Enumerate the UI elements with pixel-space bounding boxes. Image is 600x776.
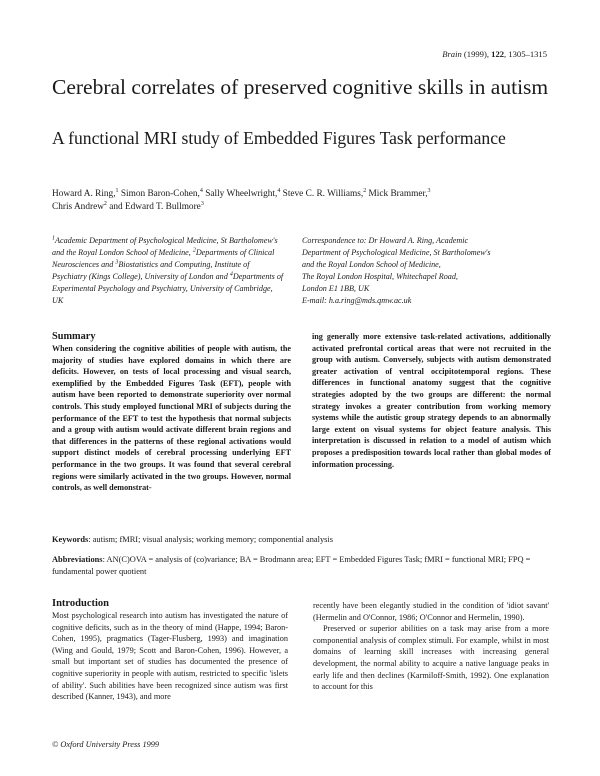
correspondence-block [302,235,534,306]
author-name: Chris Andrew [52,202,104,212]
correspondence-line: The Royal London Hospital, Whitechapel Road, [302,271,458,281]
correspondence-line: London E1 1BB, UK [302,283,370,293]
copyright-footer: © Oxford University Press 1999 [52,740,160,749]
journal-year: (1999), [461,49,492,59]
author-affil-mark: 4 [199,187,203,194]
keywords [52,534,552,545]
correspondence-line: Department of Psychological Medicine, St Bartholomew's [302,247,491,257]
author-name: Mick Brammer, [366,189,428,199]
author-name: and Edward T. Bullmore [106,202,201,212]
paragraph: Most psychological research into autism has investigated the nature of cognitive deficits, such as in the theory of mind (Happe, 1994; Baron-Cohen, 1995), pragmatics (Tager-Flusberg, 1993) and imagination (Wing and Gould, 1979; Scott and Baron-Cohen, 1996). However, a small but important set of studies has documented the presence of cognitive superiority in people with autism, restricted to specific 'islets of ability'. Such abilities have been recognized since autism was first described (Kanner, 1943), and more [52,611,288,702]
author-name: Sally Wheelwright, [202,189,278,199]
affil-text: Academic Department of Psychological Medicine, St Bartholomew's and the Royal London School of Medicine, [52,236,278,257]
journal-pages: , 1305–1315 [504,49,547,59]
paragraph: recently have been elegantly studied in the condition of 'idiot savant' (Hermelin and O'Connor, 1986; O'Connor and Hermelin, 1990). [313,601,549,622]
affil-mark: 4 [229,271,233,277]
author-affil-mark: 1 [115,187,119,194]
paper-title: Cerebral correlates of preserved cognitive skills in autism [52,75,549,99]
summary-heading: Summary [52,331,96,342]
summary-text-left: When considering the cognitive abilities of people with autism, the majority of studies have explored domains in which there are deficits. However, on tests of local processing and visual search, exemplified by the Embedded Figures Task (EFT), people with autism have been reported to demonstrate superiority over normal controls. This study employed functional MRI of subjects during the performance of the EFT to test the hypothesis that normal subjects and a group with autism would activate different brain regions and that differences in the patterns of these regional activations would support distinct models of cerebral processing underlying EFT performance in the two groups. It was found that several cerebral regions were similarly activated in the two groups. However, normal controls, as well demonstrat- [52,344,291,493]
affil-mark: 3 [115,259,119,266]
abbreviations-label: Abbreviations [52,555,103,564]
paragraph: Preserved or superior abilities on a task may arise from a more componential analysis of complex stimuli. For example, whilst in most domains of learning skill increases with increasing general development, the normal ability to acquire a native language peaks in early life and then declines (Karmiloff-Smith, 1992). One explanation to account for this [313,624,549,692]
author-name: Steve C. R. Williams, [280,189,364,199]
introduction-text-right [313,600,549,693]
introduction-text-left [52,610,288,703]
journal-reference [442,49,547,59]
author-name: Howard A. Ring, [52,189,116,199]
author-affil-mark: 3 [200,200,204,207]
keywords-text: : autism; fMRI; visual analysis; working memory; componential analysis [88,535,333,544]
affil-mark: 2 [192,247,196,254]
paper-subtitle: A functional MRI study of Embedded Figures Task performance [52,128,506,148]
summary-text-right: ing generally more extensive task-related activations, additionally activated prefrontal cortical areas that were not recruited in the group with autism. Conversely, subjects with autism demonstrated greater activation of ventral occipitotemporal regions. These differences in functional anatomy suggest that the cognitive strategies adopted by the two groups are different: the normal strategy invokes a greater contribution from working memory systems while the autistic group strategy depends to an abnormally large extent on visual systems for object feature analysis. This interpretation is discussed in relation to a model of autism which proposes a predisposition towards local rather than global modes of information processing. [312,332,551,469]
affil-mark: 1 [52,235,55,242]
affil-text: Departments of Experimental Psychology and Psychiatry, University of Cambridge, UK [52,271,284,305]
correspondence-line: and the Royal London School of Medicine, [302,259,441,269]
author-name: Simon Baron-Cohen, [118,189,200,199]
journal-volume: 122 [491,49,505,59]
email-address[interactable]: E-mail: h.a.ring@mds.qmw.ac.uk [302,295,412,305]
author-affil-mark: 2 [103,200,107,207]
author-affil-mark: 4 [277,187,281,194]
author-affil-mark: 2 [363,187,367,194]
author-affil-mark: 3 [427,187,431,194]
introduction-heading: Introduction [52,598,109,609]
affiliations [52,235,284,306]
affil-text: Departments of Clinical Neurosciences and [52,247,275,269]
affil-text: Biostatistics and Computing, Institute of Psychiatry (Kings College), University of London and [52,259,250,281]
keywords-label: Keywords [52,535,89,544]
journal-name: Brain [442,49,462,59]
author-list [52,188,552,214]
abbreviations [52,554,552,577]
correspondence-line: Correspondence to: Dr Howard A. Ring, Academic [302,236,469,245]
abbreviations-text: : AN(C)OVA = analysis of (co)variance; BA = Brodmann area; EFT = Embedded Figures Task; fMRI = functional MRI; FPQ = fundamental power quotient [52,555,531,576]
